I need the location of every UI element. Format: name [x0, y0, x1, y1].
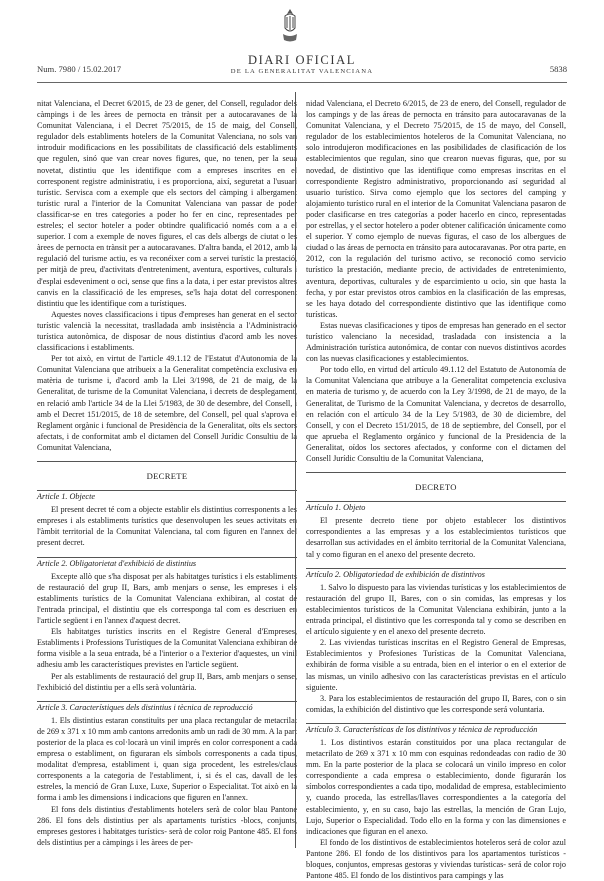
page-header: [37, 0, 567, 100]
article-title: Article 1. Objecte: [37, 492, 95, 502]
spanish-column: [306, 98, 566, 881]
intro-paragraph: Por todo ello, en virtud del artículo 49.1.12 del Estatuto de Autonomía de la Comunitat Valenciana que atribuye a la Generalitat competencia exclusiva en materia de turismo y, de acuerdo con la Ley 3/1998, de 21 de mayo, de la Generalitat, de Turismo de la Comunitat Valenciana, y decretos de desarrollo, en relación con el artículo 34 de la Ley 5/1983, de 30 de diciembre, del Consell, y con el Decreto 151/2015, de 18 de septiembre, del Consell, por el que aprueba el Reglamento orgánico y funcional de la Presidencia de la Generalitat, oídos los sectores afectados, y conforme con el dictamen del Consell Jurídic Consultiu de la Comunitat Valenciana,: [306, 365, 566, 463]
article-title: Artículo 3. Características de los distintivos y técnica de reproducción: [306, 724, 538, 734]
intro-paragraph: nitat Valenciana, el Decret 6/2015, de 23 de gener, del Consell, regulador dels càmpings i de les àrees de pernocta en trànsit per a autocaravanes de la Comunitat Valenciana, i el Decret 75/2015, de 15 de maig, del Consell, regulador dels establiments hotelers de la Comunitat Valenciana, no sols van introduir modificacions en les possibilitats de classificació dels establiments que regulen, sinó que van crear noves figures, que, no tenen, per la seua novetat, distintiu que les identifique com a empreses inscrites en el corresponent registre administratiu, i es proporciona, així, seguretat a l'usuari turístic. Servisca com a exemple que els sectors del càmping i albergament turístic rural a l'interior de la Comunitat Valenciana van passar de poder classificar-se en tres categories a poder ho fer en cinc, representades per estreles; el sector hoteler a poder obtindre qualificació només com a a el superior. I com a exemple de noves figures, el cas dels albergs de ciutat o les àrees de pernocta en trànsit per a autocaravanes. D'altra banda, el 2012, amb la regulació del turisme actiu, es va reconéixer com a servei turístic la prestació, per mitjà de preu, d'activitats d'entreteniment, aventura, esportives, culturals i d'esplai esdeveniment o oci, sense que fins a la data, i per estar previstos altres canvis en la classificació de les empreses, se'ls haja dotat del corresponent distintiu que les identifique com a turístiques.: [37, 99, 297, 308]
article-paragraph: Excepte allò que s'ha disposat per als habitatges turístics i els establiments de restauració del grup II, Bars, amb menjars o sense, les empreses i els establiments turístics de la Comunitat Valenciana exhibiran, al costat de l'entrada principal, el distintiu que els corresponga tal com es descriuen en l'article següent i en l'annex d'aquest decret.: [37, 571, 297, 626]
section-divider: [37, 461, 297, 462]
article-paragraph: El fondo de los distintivos de establecimientos hoteleros será de color azul Pantone 286. El fondo de los distintivos para los apartamentos turísticos -bloques, conjuntos, empresas gestoras y viviendas turísticas- será de color rojo Pantone 485. El fondo de los distintivos para campings y las: [306, 837, 566, 881]
intro-paragraph: Per tot això, en virtut de l'article 49.1.12 de l'Estatut d'Autonomia de la Comunitat Valenciana que atribueix a la Generalitat competència exclusiva en matèria de turisme i, d'acord amb la Llei 3/1998, de 21 de maig, de la Generalitat, de turisme de la Comunitat Valenciana, i decrets de desplegament, en relació amb l'article 34 de la Llei 5/1983, de 30 de desembre, del Consell, i amb el Decret 151/2015, de 18 de setembre, del Consell, pel qual s'aprova el Reglament orgànic i funcional de Presidència de la Generalitat, oïts els sectors afectats, i de conformitat amb el dictamen del Consell Jurídic Consultiu de la Comunitat Valenciana,: [37, 354, 297, 452]
issue-number: Num. 7980 / 15.02.2017: [37, 64, 122, 74]
article-paragraph: El presente decreto tiene por objeto establecer los distintivos correspondientes a las empresas y a los establecimientos turísticos que desarrollan sus actividades en el ámbito territorial de la Comunitat Valenciana, tal y como figuran en el anexo del presente decreto.: [306, 516, 566, 559]
valencian-column: [37, 98, 297, 848]
article-title: Article 2. Obligatorietat d'exhibició de distintius: [37, 558, 197, 568]
article-paragraph: 3. Para los establecimientos de restauración del grupo II, Bares, con o sin comidas, la exhibición del distintivo que les corresponde será voluntaria.: [306, 693, 566, 714]
article-paragraph: El present decret té com a objecte establir els distintius corresponents a les empreses i als establiments turístics que desenvolupen les seues activitats en l'àmbit territorial de la Comunitat Valenciana, tal com figuren en l'annex del present decret.: [37, 505, 297, 548]
intro-paragraph: Estas nuevas clasificaciones y tipos de empresas han generado en el sector turístico valenciano la necesidad, trasladada con insistencia a la Administración turística autonómica, de contar con nuevos distintivos acordes con las nuevas clasificaciones y establecimientos.: [306, 320, 566, 364]
intro-paragraph: Aquestes noves classificacions i tipus d'empreses han generat en el sector turístic valencià la necessitat, traslladada amb insistència a l'Administració turística autonòmica, de disposar de nous distintius d'acord amb les noves classificacions i establiments.: [37, 309, 297, 353]
section-divider: [306, 472, 566, 473]
article-paragraph: El fons dels distintius d'establiments hotelers serà de color blau Pantone 286. El fons dels distintius per als apartaments turístics -blocs, conjunts, empreses gestores i habitatges turístics- serà de color roig Pantone 485. El fons dels distintius per a càmpings i les àrees de per-: [37, 804, 297, 847]
article-paragraph: 2. Las viviendas turísticas inscritas en el Registro General de Empresas, Establecimientos y Profesiones Turísticas de la Comunitat Valenciana, exhibirán de forma visible a su entrada, bien en el interior o en el exterior de las mismas, un vinilo adhesivo con las características previstas en el artículo siguiente.: [306, 638, 566, 692]
article-title: Article 3. Característiques dels distintius i tècnica de reproducció: [37, 702, 253, 712]
article-paragraph: 1. Los distintivos estarán constituidos por una placa rectangular de metacrilato de 269 x 371 x 10 mm con esquinas redondeadas con radio de 30 mm. En la parte posterior de la placa se colocará un vinilo impreso en color correspondiente a cada empresa o establecimiento, donde figurarán los símbolos correspondientes a cada tipo, modalidad de empresa, establecimiento y, cuando proceda, las estrellas/llaves correspondientes a la categoría del establecimiento, y, en su caso, bajo las estrellas, la mención de Gran Lujo, Lujo, Superior o Especialidad. Todo ello en la forma y con las dimensiones e indicaciones que figuran en el anexo.: [306, 737, 566, 836]
column-divider: [295, 92, 296, 848]
decree-heading: DECRETO: [415, 482, 457, 493]
page-number: 5838: [549, 64, 567, 74]
header-rule: [37, 82, 567, 83]
masthead-title: DIARI OFICIAL: [248, 53, 356, 67]
generalitat-crest-icon: [280, 8, 300, 46]
article-paragraph: Els habitatges turístics inscrits en el Registre General d'Empreses, Establiments i Professions Turístiques de la Comunitat Valenciana exhibiran de forma visible a la seua entrada, bé a l'interior o a l'exterior d'aquestes, un vinil adhesiu amb les característiques previstes en l'article següent.: [37, 627, 297, 670]
article-title: Artículo 2. Obligatoriedad de exhibición de distintivos: [306, 569, 485, 579]
decree-heading: DECRETE: [146, 471, 188, 481]
article-title: Artículo 1. Objeto: [306, 503, 366, 513]
masthead-subtitle: DE LA GENERALITAT VALENCIANA: [230, 68, 374, 75]
article-paragraph: 1. Els distintius estaran constituïts per una placa rectangular de metacrilat de 269 x 371 x 10 mm amb cantons arredonits amb un radi de 30 mm. A la part posterior de la placa es col·locarà un vinil imprés en color corresponent a cada empresa o establiment, on figuraran els símbols corresponents a cada tipus, modalitat d'empresa, establiment i, quan siga procedent, les estreles/claus corresponents a la categoria de l'establiment, i, si és el cas, davall de les estreles, la menció de Gran Luxe, Luxe, Superior o Especialitat. Tot això en la forma i amb les dimensions i indicacions que figuren en l'annex.: [37, 715, 297, 803]
article-paragraph: Per als establiments de restauració del grup II, Bars, amb menjars o sense, l'exhibició del distintiu per a ells serà voluntària.: [37, 671, 297, 692]
intro-paragraph: nidad Valenciana, el Decreto 6/2015, de 23 de enero, del Consell, regulador de los campings y de las áreas de pernocta en tránsito para autocaravanas de la Comunitat Valenciana, y el Decreto 75/2015, de 15 de mayo, del Consell, regulador de los establecimientos hoteleros de la Comunitat Valenciana, no solo introdujeron modificaciones en las posibilidades de clasificación de los establecimientos que regulan, sino que crearon nuevas figuras, que, por su novedad, de distintivo que las identifique como empresas inscritas en el correspondiente Registro administrativo, proporcionando así seguridad al usuario turístico. Sirva como ejemplo que los sectores del camping y alojamiento turístico rural en el interior de la Comunitat Valenciana pasaron de poder clasificarse en tres categorías a poder hacerlo en cinco, representadas por estrellas, y el sector hotelero a poder obtener calificación únicamente como el superior. Y como ejemplo de nuevas figuras, el caso de los albergues de ciudad o las áreas de pernocta en tránsito para autocaravanas. Por otra parte, en 2012, con la regulación del turismo activo, se reconoció como servicio turístico la prestación, mediante precio, de actividades de entretenimiento, aventura, deportivas, culturales y de esparcimiento u ocio, sin que hasta la fecha, y por estar previstos otros cambios en la clasificación de las empresas, se les haya dotado del correspondiente distintivo que las identifique como turísticas.: [306, 99, 566, 319]
article-paragraph: 1. Salvo lo dispuesto para las viviendas turísticas y los establecimientos de restauración del grupo II, Bares, con o sin comidas, las empresas y los establecimientos turísticos de la Comunitat Valenciana exhibirán, junto a la entrada principal, el distintivo que les corresponda tal y como se describen en el artículo siguiente y en el anexo del presente decreto.: [306, 582, 566, 637]
